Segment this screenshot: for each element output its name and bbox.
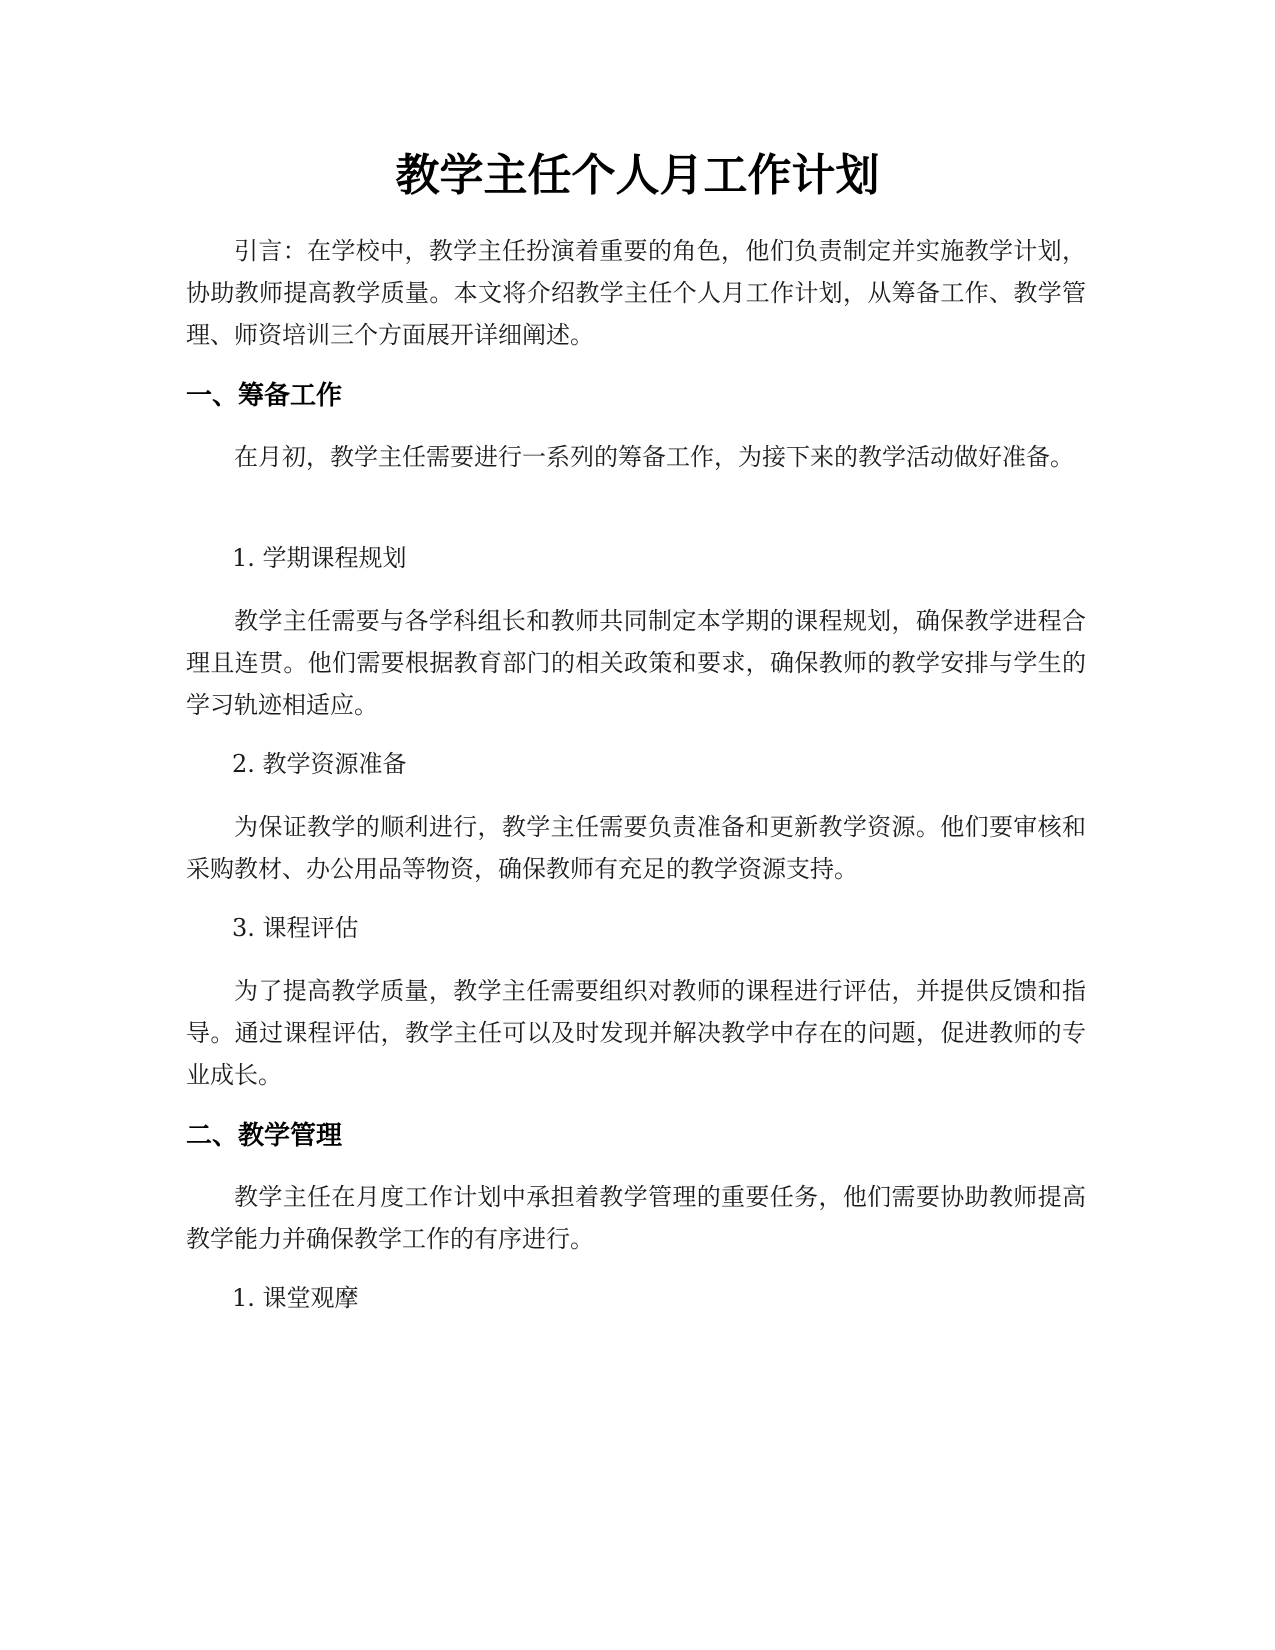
section-heading-management: 二、教学管理 (186, 1121, 343, 1151)
item-label-resource-preparation: 2. 教学资源准备 (232, 750, 407, 778)
section-heading-preparation: 一、筹备工作 (186, 381, 343, 411)
item-label-classroom-observation: 1. 课堂观摩 (232, 1284, 359, 1312)
item-text-course-planning: 教学主任需要与各学科组长和教师共同制定本学期的课程规划，确保教学进程合理且连贯。他们需要根据教育部门的相关政策和要求，确保教师的教学安排与学生的学习轨迹相适应。 (186, 607, 1086, 719)
item-text-resource-preparation: 为保证教学的顺利进行，教学主任需要负责准备和更新教学资源。他们要审核和采购教材、办公用品等物资，确保教师有充足的教学资源支持。 (186, 813, 1086, 883)
intro-paragraph: 引言：在学校中，教学主任扮演着重要的角色，他们负责制定并实施教学计划，协助教师提高教学质量。本文将介绍教学主任个人月工作计划，从筹备工作、教学管理、师资培训三个方面展开详细阐述。 (186, 237, 1086, 349)
item-label-course-planning: 1. 学期课程规划 (232, 544, 407, 572)
section-intro-preparation: 在月初，教学主任需要进行一系列的筹备工作，为接下来的教学活动做好准备。 (234, 443, 1074, 471)
document-title: 教学主任个人月工作计划 (395, 150, 880, 201)
item-label-course-evaluation: 3. 课程评估 (232, 914, 359, 942)
item-text-course-evaluation: 为了提高教学质量，教学主任需要组织对教师的课程进行评估，并提供反馈和指导。通过课程评估，教学主任可以及时发现并解决教学中存在的问题，促进教师的专业成长。 (186, 977, 1086, 1089)
section-intro-management: 教学主任在月度工作计划中承担着教学管理的重要任务，他们需要协助教师提高教学能力并确保教学工作的有序进行。 (186, 1183, 1086, 1253)
